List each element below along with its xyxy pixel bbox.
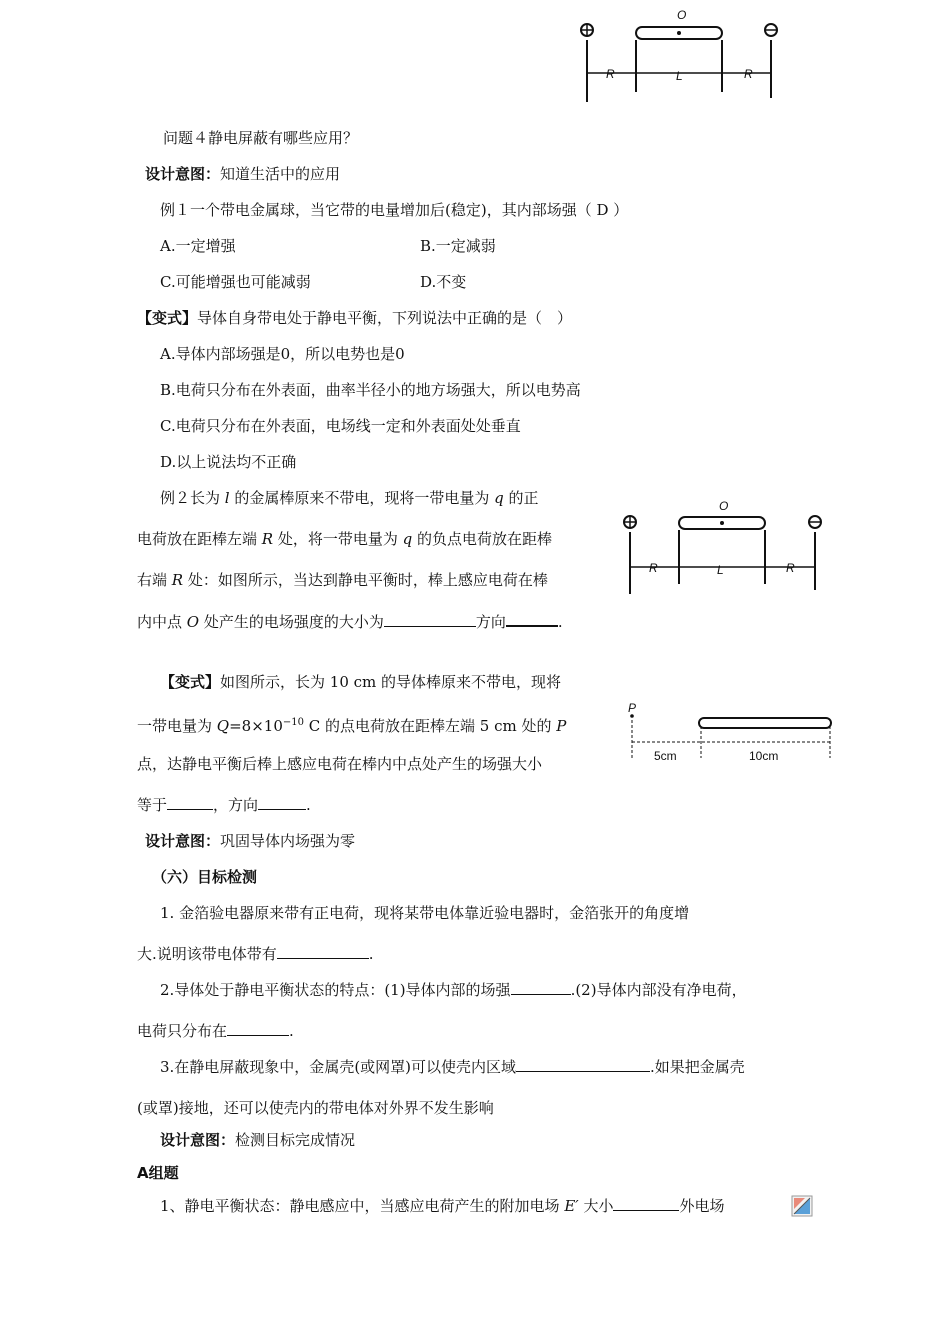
- design-text: 知道生活中的应用: [220, 165, 341, 183]
- example-1-question: 例１一个带电金属球，当它带的电量增加后(稳定)，其内部场强（ D ）: [160, 201, 629, 219]
- answer-blank[interactable]: [167, 795, 213, 810]
- answer-blank[interactable]: [227, 1021, 289, 1036]
- question-4: 问题４静电屏蔽有哪些应用？: [163, 129, 359, 147]
- test-3-line-2: (或罩)接地，还可以使壳内的带电体对外界不发生影响: [137, 1099, 494, 1117]
- group-a-heading: A组题: [137, 1164, 179, 1182]
- fig2-label-r-left: R: [649, 561, 658, 575]
- fig1-label-o: O: [677, 8, 687, 22]
- broken-image-icon: [791, 1195, 813, 1217]
- variant-2-line-2: 一带电量为 $Q=8\times 10^{-10}$ C 的点电荷放在距棒左端 5 cm 处的 P: [137, 717, 567, 735]
- answer-blank[interactable]: [613, 1196, 679, 1211]
- variant-question-text: 导体自身带电处于静电平衡，下列说法中正确的是（ ）: [197, 309, 573, 327]
- test-1-line-1: 1. 金箔验电器原来带有正电荷，现将某带电体靠近验电器时，金箔张开的角度增: [160, 904, 690, 922]
- example-2-line-3: 右端 R 处：如图所示，当达到静电平衡时，棒上感应电荷在棒: [137, 571, 548, 589]
- test-1-line-2: 大.说明该带电体带有 .: [137, 945, 374, 963]
- variant-2-line-1: 【变式】如图所示，长为 10 cm 的导体棒原来不带电，现将: [160, 673, 562, 691]
- variant-1-option-c: C.电荷只分布在外表面，电场线一定和外表面处处垂直: [160, 417, 521, 435]
- answer-blank[interactable]: [516, 1057, 650, 1072]
- design-label: 设计意图：: [145, 165, 221, 183]
- variant-1-option-a: A.导体内部场强是0，所以电势也是0: [160, 345, 405, 363]
- answer-blank[interactable]: [277, 944, 369, 959]
- fig1-label-l: L: [676, 69, 683, 83]
- fig3-label-5cm: 5cm: [654, 749, 677, 763]
- section-6-heading: （六）目标检测: [152, 868, 258, 886]
- fig2-label-o: O: [719, 499, 729, 513]
- test-2-line-2: 电荷只分布在 .: [137, 1022, 294, 1040]
- example-2-line-4: 内中点 O 处产生的电场强度的大小为 方向 .: [137, 613, 563, 631]
- example-2-line-1: 例２长为 l 的金属棒原来不带电，现将一带电量为 q 的正: [160, 489, 539, 507]
- fig2-label-r-right: R: [786, 561, 795, 575]
- test-3-line-1: 3.在静电屏蔽现象中，金属壳(或网罩)可以使壳内区域 .如果把金属壳: [160, 1058, 745, 1076]
- example-1-option-a: A.一定增强: [160, 237, 236, 255]
- example-1-option-b: B.一定减弱: [420, 237, 496, 255]
- fig3-label-p: P: [628, 701, 637, 715]
- test-2-line-1: 2.导体处于静电平衡状态的特点：(1)导体内部的场强 .(2)导体内部没有净电荷，: [160, 981, 747, 999]
- variant-1-option-b: B.电荷只分布在外表面，曲率半径小的地方场强大，所以电势高: [160, 381, 581, 399]
- group-a-question-1: 1、静电平衡状态：静电感应中，当感应电荷产生的附加电场 E′ 大小 外电场: [160, 1197, 725, 1215]
- example-1-option-c: C.可能增强也可能减弱: [160, 273, 311, 291]
- design-intent-3: 设计意图：检测目标完成情况: [160, 1131, 356, 1149]
- variant-2-line-4: 等于 ，方向 .: [137, 796, 311, 814]
- fig1-label-r-left: R: [606, 67, 615, 81]
- variant-1-option-d: D.以上说法均不正确: [160, 453, 297, 471]
- variant-label: 【变式】: [137, 309, 198, 327]
- example-1-option-d: D.不变: [420, 273, 467, 291]
- variant-2-line-3: 点，达静电平衡后棒上感应电荷在棒内中点处产生的场强大小: [137, 755, 543, 773]
- answer-blank[interactable]: [258, 795, 306, 810]
- design-intent-2: 设计意图：巩固导体内场强为零: [145, 832, 356, 850]
- example-2-line-2: 电荷放在距棒左端 R 处，将一带电量为 q 的负点电荷放在距棒: [137, 530, 553, 548]
- fig3-label-10cm: 10cm: [749, 749, 779, 763]
- answer-blank[interactable]: [511, 980, 571, 995]
- fig1-label-r-right: R: [744, 67, 753, 81]
- fig2-label-l: L: [717, 563, 724, 577]
